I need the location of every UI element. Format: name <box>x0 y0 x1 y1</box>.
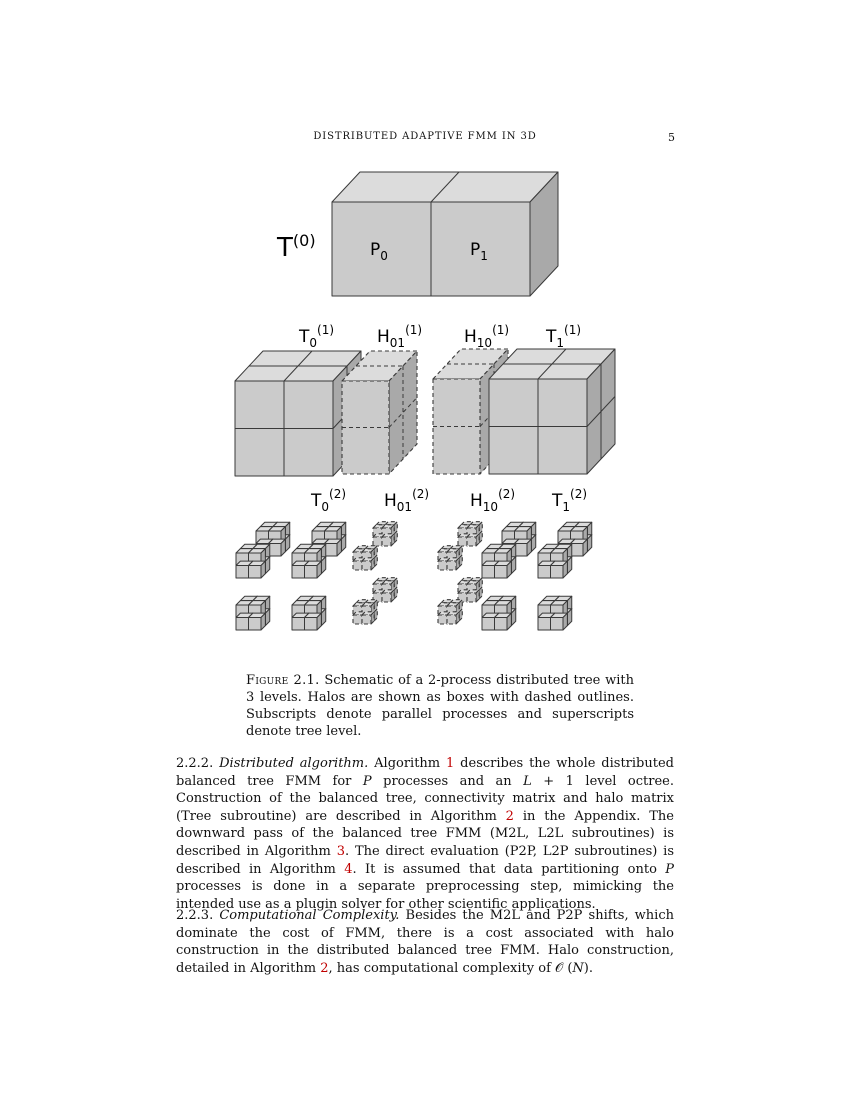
math-var: N <box>572 960 584 976</box>
level2-t1-mid-left-cell-front <box>482 566 495 579</box>
section-title: Distributed algorithm. <box>219 756 369 771</box>
math-var: L <box>523 773 532 789</box>
label-p1: $P_1$ <box>470 240 488 263</box>
section-title: Computational Complexity. <box>219 908 400 923</box>
math-var: P <box>665 861 674 877</box>
label-t0-level2: $T_0^{(2)}$ <box>311 487 347 514</box>
text-run: + 1 level octree. Construction of the balanced tree, connectivity matrix and halo matrix (Tree subroutine) are described in Algorithm <box>176 773 674 824</box>
level2-h01-b-cell-front <box>353 561 362 570</box>
text-run: . It is assumed that data partitioning onto <box>352 861 666 877</box>
algorithm-link[interactable]: 2 <box>320 960 329 976</box>
level2-t0-mid-right-cell-front <box>292 566 305 579</box>
level2-t1-front-left-cell-front <box>482 618 495 631</box>
level2-h01-a-cell-front <box>373 537 382 546</box>
section-2-2-3 <box>176 907 674 977</box>
running-title: DISTRIBUTED ADAPTIVE FMM IN 3D <box>313 131 537 142</box>
level2-t1-mid-left-cell-front <box>495 566 508 579</box>
level2-h10-b-cell-front <box>438 561 447 570</box>
level2-t1-back-right-cell-front <box>571 544 584 557</box>
level2-t0-mid-right-cell-front <box>305 566 318 579</box>
label-h10-level2: $H_{10}^{(2)}$ <box>470 487 516 514</box>
level2-h01-d-cell-front <box>362 615 371 624</box>
caption-label: Figure 2.1. <box>246 673 320 688</box>
label-h01-level2: $H_{01}^{(2)}$ <box>384 487 430 514</box>
text-run: describes the whole distributed balanced tree FMM for <box>176 756 674 789</box>
level2-t0-mid-left-cell-front <box>249 566 262 579</box>
level2-h01-c-cell-front <box>382 593 391 602</box>
level2-h01-b-cell-front <box>362 561 371 570</box>
algorithm-link[interactable]: 2 <box>505 808 514 824</box>
level2-t0-back-left-cell-front <box>269 544 282 557</box>
level2-t0-front-left-cell-front <box>236 618 249 631</box>
level2-t1-mid-right-cell-front <box>538 566 551 579</box>
level2-t0-front-left-cell-front <box>249 618 262 631</box>
algorithm-link[interactable]: 4 <box>344 861 353 877</box>
text-run: , has computational complexity of <box>328 960 556 976</box>
label-t1-level1: $T_1^{(1)}$ <box>546 323 582 350</box>
algorithm-link[interactable]: 3 <box>336 843 345 859</box>
level2-t1-mid-right-cell-front <box>551 566 564 579</box>
level2-t1-front-left-cell-front <box>495 618 508 631</box>
math-var: P <box>362 773 372 789</box>
math-symbol: 𝒪 ( <box>555 960 573 976</box>
text-run: ). <box>583 960 594 976</box>
level2-t1-front-right-cell-front <box>538 618 551 631</box>
level2-h10-a-cell-front <box>458 537 467 546</box>
level2-t1-back-left-cell-front <box>515 544 528 557</box>
section-2-2-2 <box>176 755 674 913</box>
caption-text: Schematic of a 2-process distributed tree with 3 levels. Halos are shown as boxes with dashed outlines. Subscripts denote parallel processes and superscripts denote tree level. <box>246 673 634 739</box>
text-run: Algorithm <box>368 756 447 771</box>
level2-t0-mid-left-cell-front <box>236 566 249 579</box>
level2-h10-a-cell-front <box>467 537 476 546</box>
level2-h10-b-cell-front <box>447 561 456 570</box>
section-number: 2.2.3. <box>176 908 214 923</box>
label-h10-level1: $H_{10}^{(1)}$ <box>464 323 510 350</box>
page-number: 5 <box>668 131 675 144</box>
label-t1-level2: $T_1^{(2)}$ <box>552 487 588 514</box>
level2-h01-a-cell-front <box>382 537 391 546</box>
level2-t1-front-right-cell-front <box>551 618 564 631</box>
text-run: . The direct evaluation (P2P, L2P subroutines) is described in Algorithm <box>176 843 675 877</box>
text-run: in the Appendix. The downward pass of the balanced tree FMM (M2L, L2L subroutines) is described in Algorithm <box>176 808 674 859</box>
label-t0-level0: $T^{(0)}$ <box>277 231 316 263</box>
level2-t0-front-right-cell-front <box>305 618 318 631</box>
level2-h10-c-cell-front <box>467 593 476 602</box>
algorithm-link[interactable]: 1 <box>446 756 455 771</box>
level2-h10-d-cell-front <box>438 615 447 624</box>
level2-t0-front-right-cell-front <box>292 618 305 631</box>
figure-caption <box>246 672 634 740</box>
label-p0: $P_0$ <box>370 240 388 263</box>
text-run: processes and an <box>371 773 524 789</box>
section-number: 2.2.2. <box>176 756 214 771</box>
label-t0-level1: $T_0^{(1)}$ <box>299 323 335 350</box>
level2-h01-d-cell-front <box>353 615 362 624</box>
text-run: processes is done in a separate preprocessing step, mimicking the intended use as a plugin solver for other scientific applications. <box>176 879 674 912</box>
text-run: Besides the M2L and P2P shifts, which dominate the cost of FMM, there is a cost associated with halo construction in the distributed balanced tree FMM. Halo construction, detailed in Algorithm <box>176 908 674 976</box>
level2-h10-d-cell-front <box>447 615 456 624</box>
label-h01-level1: $H_{01}^{(1)}$ <box>377 323 423 350</box>
level2-t0-back-right-cell-front <box>325 544 338 557</box>
